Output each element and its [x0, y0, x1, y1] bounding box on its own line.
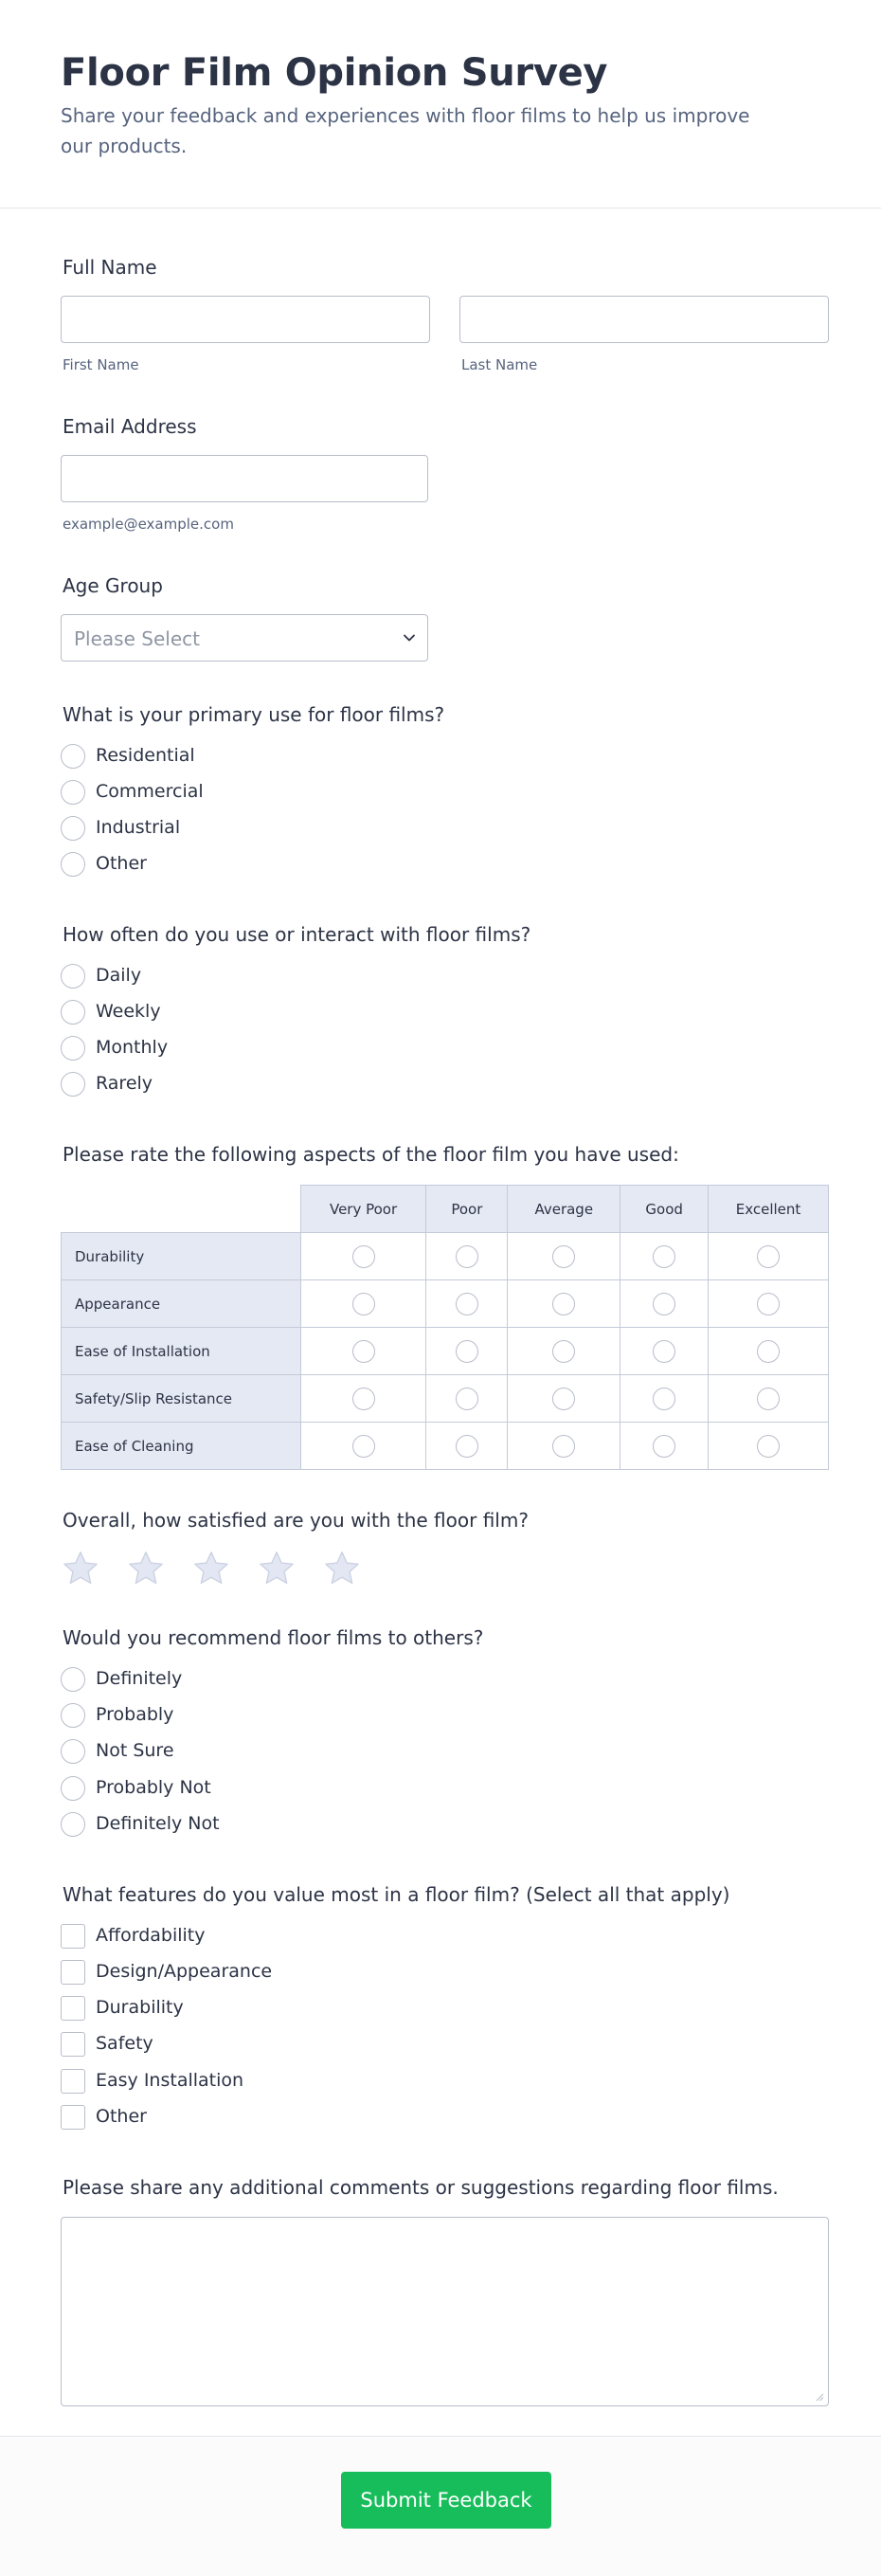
radio-button[interactable]: [61, 1812, 85, 1837]
primary-use-question: What is your primary use for floor films?: [63, 703, 445, 726]
first-name-input[interactable]: [61, 296, 430, 343]
option-label: Industrial: [96, 817, 181, 838]
matrix-cell[interactable]: [300, 1423, 426, 1470]
rating-matrix: [61, 1185, 829, 1470]
matrix-row-label: Ease of Cleaning: [62, 1423, 301, 1470]
radio-button[interactable]: [552, 1340, 575, 1363]
age-group-label: Age Group: [63, 574, 163, 597]
age-group-select[interactable]: [61, 614, 428, 662]
option-label: Definitely: [96, 1668, 183, 1689]
radio-button[interactable]: [552, 1245, 575, 1268]
matrix-cell[interactable]: [300, 1233, 426, 1280]
email-sublabel: example@example.com: [63, 516, 234, 533]
matrix-cell[interactable]: [709, 1280, 829, 1328]
matrix-column-header: Very Poor: [300, 1186, 426, 1233]
last-name-sublabel: Last Name: [461, 356, 538, 373]
radio-button[interactable]: [61, 1072, 85, 1097]
full-name-label: Full Name: [63, 256, 157, 279]
radio-button[interactable]: [757, 1245, 780, 1268]
star-icon[interactable]: [126, 1549, 166, 1588]
rating-question: Please rate the following aspects of the floor film you have used:: [63, 1143, 679, 1166]
matrix-cell[interactable]: [508, 1423, 620, 1470]
option-label: Commercial: [96, 781, 204, 802]
radio-button[interactable]: [61, 1703, 85, 1728]
matrix-row-label: Safety/Slip Resistance: [62, 1375, 301, 1423]
checkbox[interactable]: [61, 2032, 85, 2057]
matrix-column-header: Poor: [426, 1186, 508, 1233]
radio-button[interactable]: [61, 1739, 85, 1764]
option-label: Weekly: [96, 1001, 161, 1022]
radio-button[interactable]: [352, 1340, 375, 1363]
matrix-cell[interactable]: [709, 1328, 829, 1375]
option-label: Not Sure: [96, 1740, 174, 1761]
option-label: Other: [96, 853, 147, 874]
matrix-row-label: Appearance: [62, 1280, 301, 1328]
matrix-cell[interactable]: [709, 1233, 829, 1280]
radio-button[interactable]: [757, 1340, 780, 1363]
matrix-cell[interactable]: [426, 1328, 508, 1375]
radio-button[interactable]: [61, 1000, 85, 1025]
matrix-cell[interactable]: [508, 1375, 620, 1423]
star-icon[interactable]: [322, 1549, 362, 1588]
form-header: [0, 0, 881, 209]
comments-textarea[interactable]: [61, 2217, 829, 2406]
frequency-question: How often do you use or interact with floor films?: [63, 923, 531, 946]
matrix-cell[interactable]: [709, 1375, 829, 1423]
option-label: Other: [96, 2106, 147, 2127]
matrix-cell[interactable]: [300, 1375, 426, 1423]
radio-button[interactable]: [352, 1388, 375, 1410]
checkbox[interactable]: [61, 1996, 85, 2021]
matrix-corner: [62, 1186, 301, 1233]
radio-button[interactable]: [456, 1245, 478, 1268]
last-name-input[interactable]: [459, 296, 829, 343]
radio-button[interactable]: [456, 1435, 478, 1458]
checkbox[interactable]: [61, 1960, 85, 1985]
radio-button[interactable]: [757, 1435, 780, 1458]
matrix-row-label: Durability: [62, 1233, 301, 1280]
option-label: Probably Not: [96, 1777, 211, 1798]
matrix-row: [62, 1375, 829, 1423]
radio-button[interactable]: [653, 1388, 675, 1410]
matrix-cell[interactable]: [300, 1328, 426, 1375]
checkbox[interactable]: [61, 2069, 85, 2094]
option-label: Rarely: [96, 1073, 153, 1094]
option-label: Residential: [96, 745, 195, 766]
radio-button[interactable]: [61, 816, 85, 841]
star-icon[interactable]: [191, 1549, 231, 1588]
matrix-row: [62, 1280, 829, 1328]
checkbox[interactable]: [61, 2105, 85, 2130]
recommend-question: Would you recommend floor films to others?: [63, 1626, 484, 1649]
satisfaction-question: Overall, how satisfied are you with the floor film?: [63, 1509, 529, 1532]
matrix-row: [62, 1233, 829, 1280]
matrix-cell[interactable]: [508, 1280, 620, 1328]
option-label: Durability: [96, 1997, 184, 2018]
matrix-cell[interactable]: [620, 1328, 709, 1375]
features-question: What features do you value most in a floor film? (Select all that apply): [63, 1883, 730, 1906]
radio-button[interactable]: [653, 1245, 675, 1268]
option-label: Monthly: [96, 1037, 169, 1058]
radio-button[interactable]: [757, 1293, 780, 1315]
option-label: Easy Installation: [96, 2070, 244, 2091]
radio-button[interactable]: [61, 744, 85, 769]
radio-button[interactable]: [352, 1435, 375, 1458]
page-subtitle: Share your feedback and experiences with floor films to help us improve our products.: [61, 104, 750, 157]
matrix-row: [62, 1328, 829, 1375]
matrix-row-label: Ease of Installation: [62, 1328, 301, 1375]
form-footer: [0, 2436, 881, 2576]
radio-button[interactable]: [456, 1388, 478, 1410]
matrix-cell[interactable]: [508, 1328, 620, 1375]
matrix-cell[interactable]: [620, 1280, 709, 1328]
matrix-row: [62, 1423, 829, 1470]
first-name-sublabel: First Name: [63, 356, 139, 373]
option-label: Design/Appearance: [96, 1961, 273, 1982]
matrix-cell[interactable]: [426, 1233, 508, 1280]
option-label: Safety: [96, 2033, 153, 2054]
option-label: Affordability: [96, 1925, 206, 1946]
radio-button[interactable]: [61, 1776, 85, 1801]
page-title: Floor Film Opinion Survey: [61, 51, 608, 95]
age-group-placeholder: Please Select: [74, 627, 200, 650]
matrix-cell[interactable]: [300, 1280, 426, 1328]
radio-button[interactable]: [552, 1435, 575, 1458]
matrix-column-header: Excellent: [709, 1186, 829, 1233]
radio-button[interactable]: [61, 1667, 85, 1692]
radio-button[interactable]: [456, 1293, 478, 1315]
email-input[interactable]: [61, 455, 428, 502]
matrix-cell[interactable]: [508, 1233, 620, 1280]
radio-button[interactable]: [61, 780, 85, 805]
matrix-cell[interactable]: [426, 1375, 508, 1423]
checkbox[interactable]: [61, 1924, 85, 1949]
matrix-cell[interactable]: [709, 1423, 829, 1470]
radio-button[interactable]: [552, 1388, 575, 1410]
matrix-cell[interactable]: [426, 1423, 508, 1470]
star-icon[interactable]: [61, 1549, 100, 1588]
matrix-cell[interactable]: [620, 1423, 709, 1470]
radio-button[interactable]: [352, 1245, 375, 1268]
submit-button[interactable]: Submit Feedback: [341, 2472, 551, 2529]
email-label: Email Address: [63, 415, 197, 438]
radio-button[interactable]: [757, 1388, 780, 1410]
radio-button[interactable]: [61, 852, 85, 877]
chevron-down-icon: [403, 631, 416, 644]
matrix-cell[interactable]: [426, 1280, 508, 1328]
matrix-column-header: Good: [620, 1186, 709, 1233]
radio-button[interactable]: [653, 1340, 675, 1363]
resize-grip-icon[interactable]: [815, 2392, 824, 2402]
radio-button[interactable]: [653, 1435, 675, 1458]
option-label: Definitely Not: [96, 1813, 220, 1834]
option-label: Daily: [96, 965, 142, 986]
radio-button[interactable]: [61, 964, 85, 989]
matrix-cell[interactable]: [620, 1375, 709, 1423]
radio-button[interactable]: [653, 1293, 675, 1315]
radio-button[interactable]: [352, 1293, 375, 1315]
star-icon[interactable]: [257, 1549, 297, 1588]
radio-button[interactable]: [61, 1036, 85, 1061]
radio-button[interactable]: [552, 1293, 575, 1315]
matrix-cell[interactable]: [620, 1233, 709, 1280]
radio-button[interactable]: [456, 1340, 478, 1363]
option-label: Probably: [96, 1704, 174, 1725]
comments-question: Please share any additional comments or suggestions regarding floor films.: [63, 2176, 779, 2199]
matrix-column-header: Average: [508, 1186, 620, 1233]
